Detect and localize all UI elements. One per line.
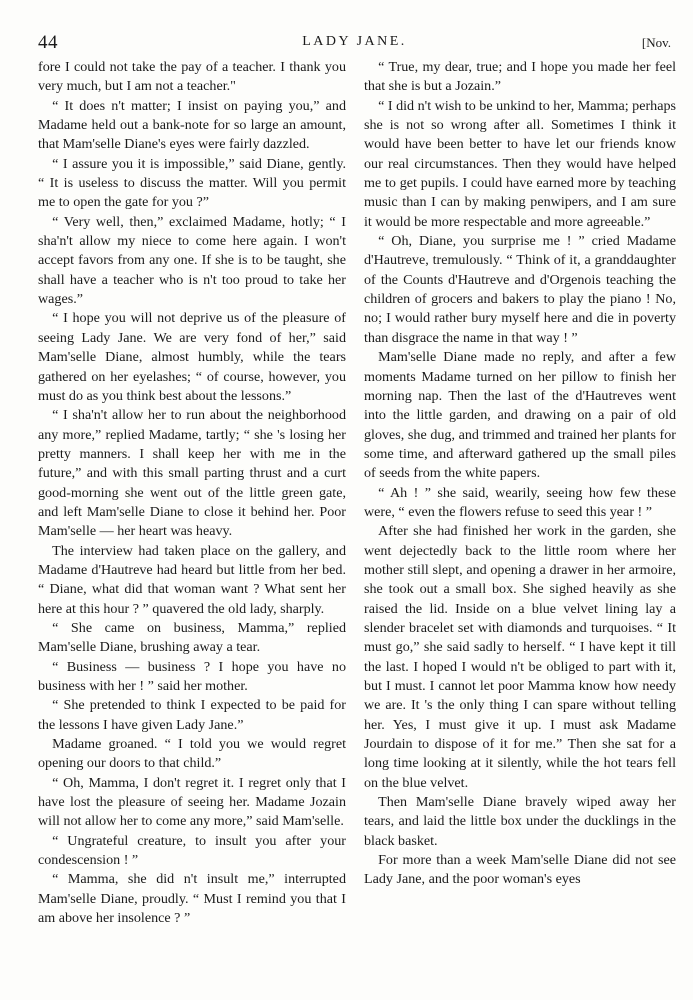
paragraph: “ Oh, Mamma, I don't regret it. I regret only that I have lost the pleasure of seeing her. Madame Jozain will not allow her to come any more,” said Mam'selle. [38,774,346,830]
paragraph: “ She pretended to think I expected to be paid for the lessons I have given Lady Jane.” [38,697,346,733]
paragraph: “ Very well, then,” exclaimed Madame, hotly; “ I sha'n't allow my niece to come here again. I won't accept favors from any one. If she is to be taught, she shall have a teacher who is n't too proud to take her wages.” [38,213,346,308]
right-column [364,58,676,928]
paragraph: “ True, my dear, true; and I hope you made her feel that she is but a Jozain.” [364,59,676,95]
paragraph: “ Ungrateful creature, to insult you after your condescension ! ” [38,832,346,869]
left-column [38,58,346,928]
paragraph: “ Oh, Diane, you surprise me ! ” cried Madame d'Hautreve, tremulously. “ Think of it, a granddaughter of the Counts d'Hautreve and d'Orgenois teaching the children of grocers and bakers to play the piano ! No, no; I would rather bury myself here and die in poverty than disgrace the name in that way ! ” [364,233,676,346]
issue-month: [Nov. [641,35,671,50]
page-number: 44 [38,32,58,53]
paragraph: “ Business — business ? I hope you have no business with her ! ” said her mother. [38,658,346,694]
paragraph: For more than a week Mam'selle Diane did not see Lady Jane, and the poor woman's eyes [364,852,676,888]
paragraph: “ I assure you it is impossible,” said Diane, gently. “ It is useless to discuss the matter. Will you permit me to open the gate for you ?” [38,155,346,211]
paragraph: Madame groaned. “ I told you we would regret opening our doors to that child.” [38,736,346,772]
paragraph: “ Mamma, she did n't insult me,” interrupted Mam'selle Diane, proudly. “ Must I remind you that I am above her insolence ? ” [38,871,346,927]
paragraph: “ It does n't matter; I insist on paying you,” and Madame held out a bank-note for so large an amount, that Mam'selle Diane's eyes were fairly dazzled. [38,97,346,153]
paragraph: Mam'selle Diane made no reply, and after a few moments Madame turned on her pillow to finish her morning nap. Then the last of the d'Hautreves went into the little garden, and drawing on a pair of old gloves, she dug, and trimmed and trained her plants for some time, and afterward gathered up the small piles of seeds from the white papers. [364,349,676,482]
page-header [38,32,671,56]
paragraph: “ I hope you will not deprive us of the pleasure of seeing Lady Jane. We are very fond of her,” said Mam'selle Diane, almost humbly, while the tears gathered on her eyelashes; “ of course, however, you must do as you think best about the lessons.” [38,310,346,404]
paragraph: fore I could not take the pay of a teacher. I thank you very much, but I am not a teacher." [38,59,346,95]
paragraph: Then Mam'selle Diane bravely wiped away her tears, and laid the little box under the ducklings in the black basket. [364,794,676,849]
text-columns [38,58,676,928]
paragraph: “ I sha'n't allow her to run about the neighborhood any more,” replied Madame, tartly; “ she 's losing her pretty manners. I shall keep her with me in the future,” and with this small parting thrust and a curt good-morning she went out of the little green gate, and left Mam'selle Diane to close it behind her. Poor Mam'selle — her heart was heavy. [38,407,346,540]
paragraph: “ I did n't wish to be unkind to her, Mamma; perhaps she is not so wrong after all. Sometimes I think it would have been better to have let our friends know our real circumstances. Then they would have helped me to get pupils. I could have earned more by teaching music than I can by making penwipers, and I am sure it would be more respectable and more agreeable.” [364,97,676,230]
paragraph: “ Ah ! ” she said, wearily, seeing how few these were, “ even the flowers refuse to seed this year ! ” [364,484,676,520]
running-title: LADY JANE. [302,34,407,49]
paragraph: After she had finished her work in the garden, she went dejectedly back to the little room where her mother still slept, and opening a drawer in her armoire, she took out a small box. She sighed heavily as she raised the lid. Inside on a blue velvet lining lay a slender bracelet set with diamonds and turquoises. “ It must go,” she said sadly to herself. “ I have kept it till the last. I hoped I would n't be obliged to part with it, but I must. I cannot let poor Mamma know how needy we are. It 's the only thing I can spare without telling her. Yes, I must give it up. I must ask Madame Jourdain to dispose of it for me.” Then she sat for a long time looking at it silently, while the hot tears fell on the blue velvet. [364,523,676,791]
paragraph: The interview had taken place on the gallery, and Madame d'Hautreve had heard but little from her bed. “ Diane, what did that woman want ? What sent her here at this hour ? ” quavered the old lady, sharply. [38,542,346,617]
paragraph: “ She came on business, Mamma,” replied Mam'selle Diane, brushing away a tear. [38,619,346,656]
